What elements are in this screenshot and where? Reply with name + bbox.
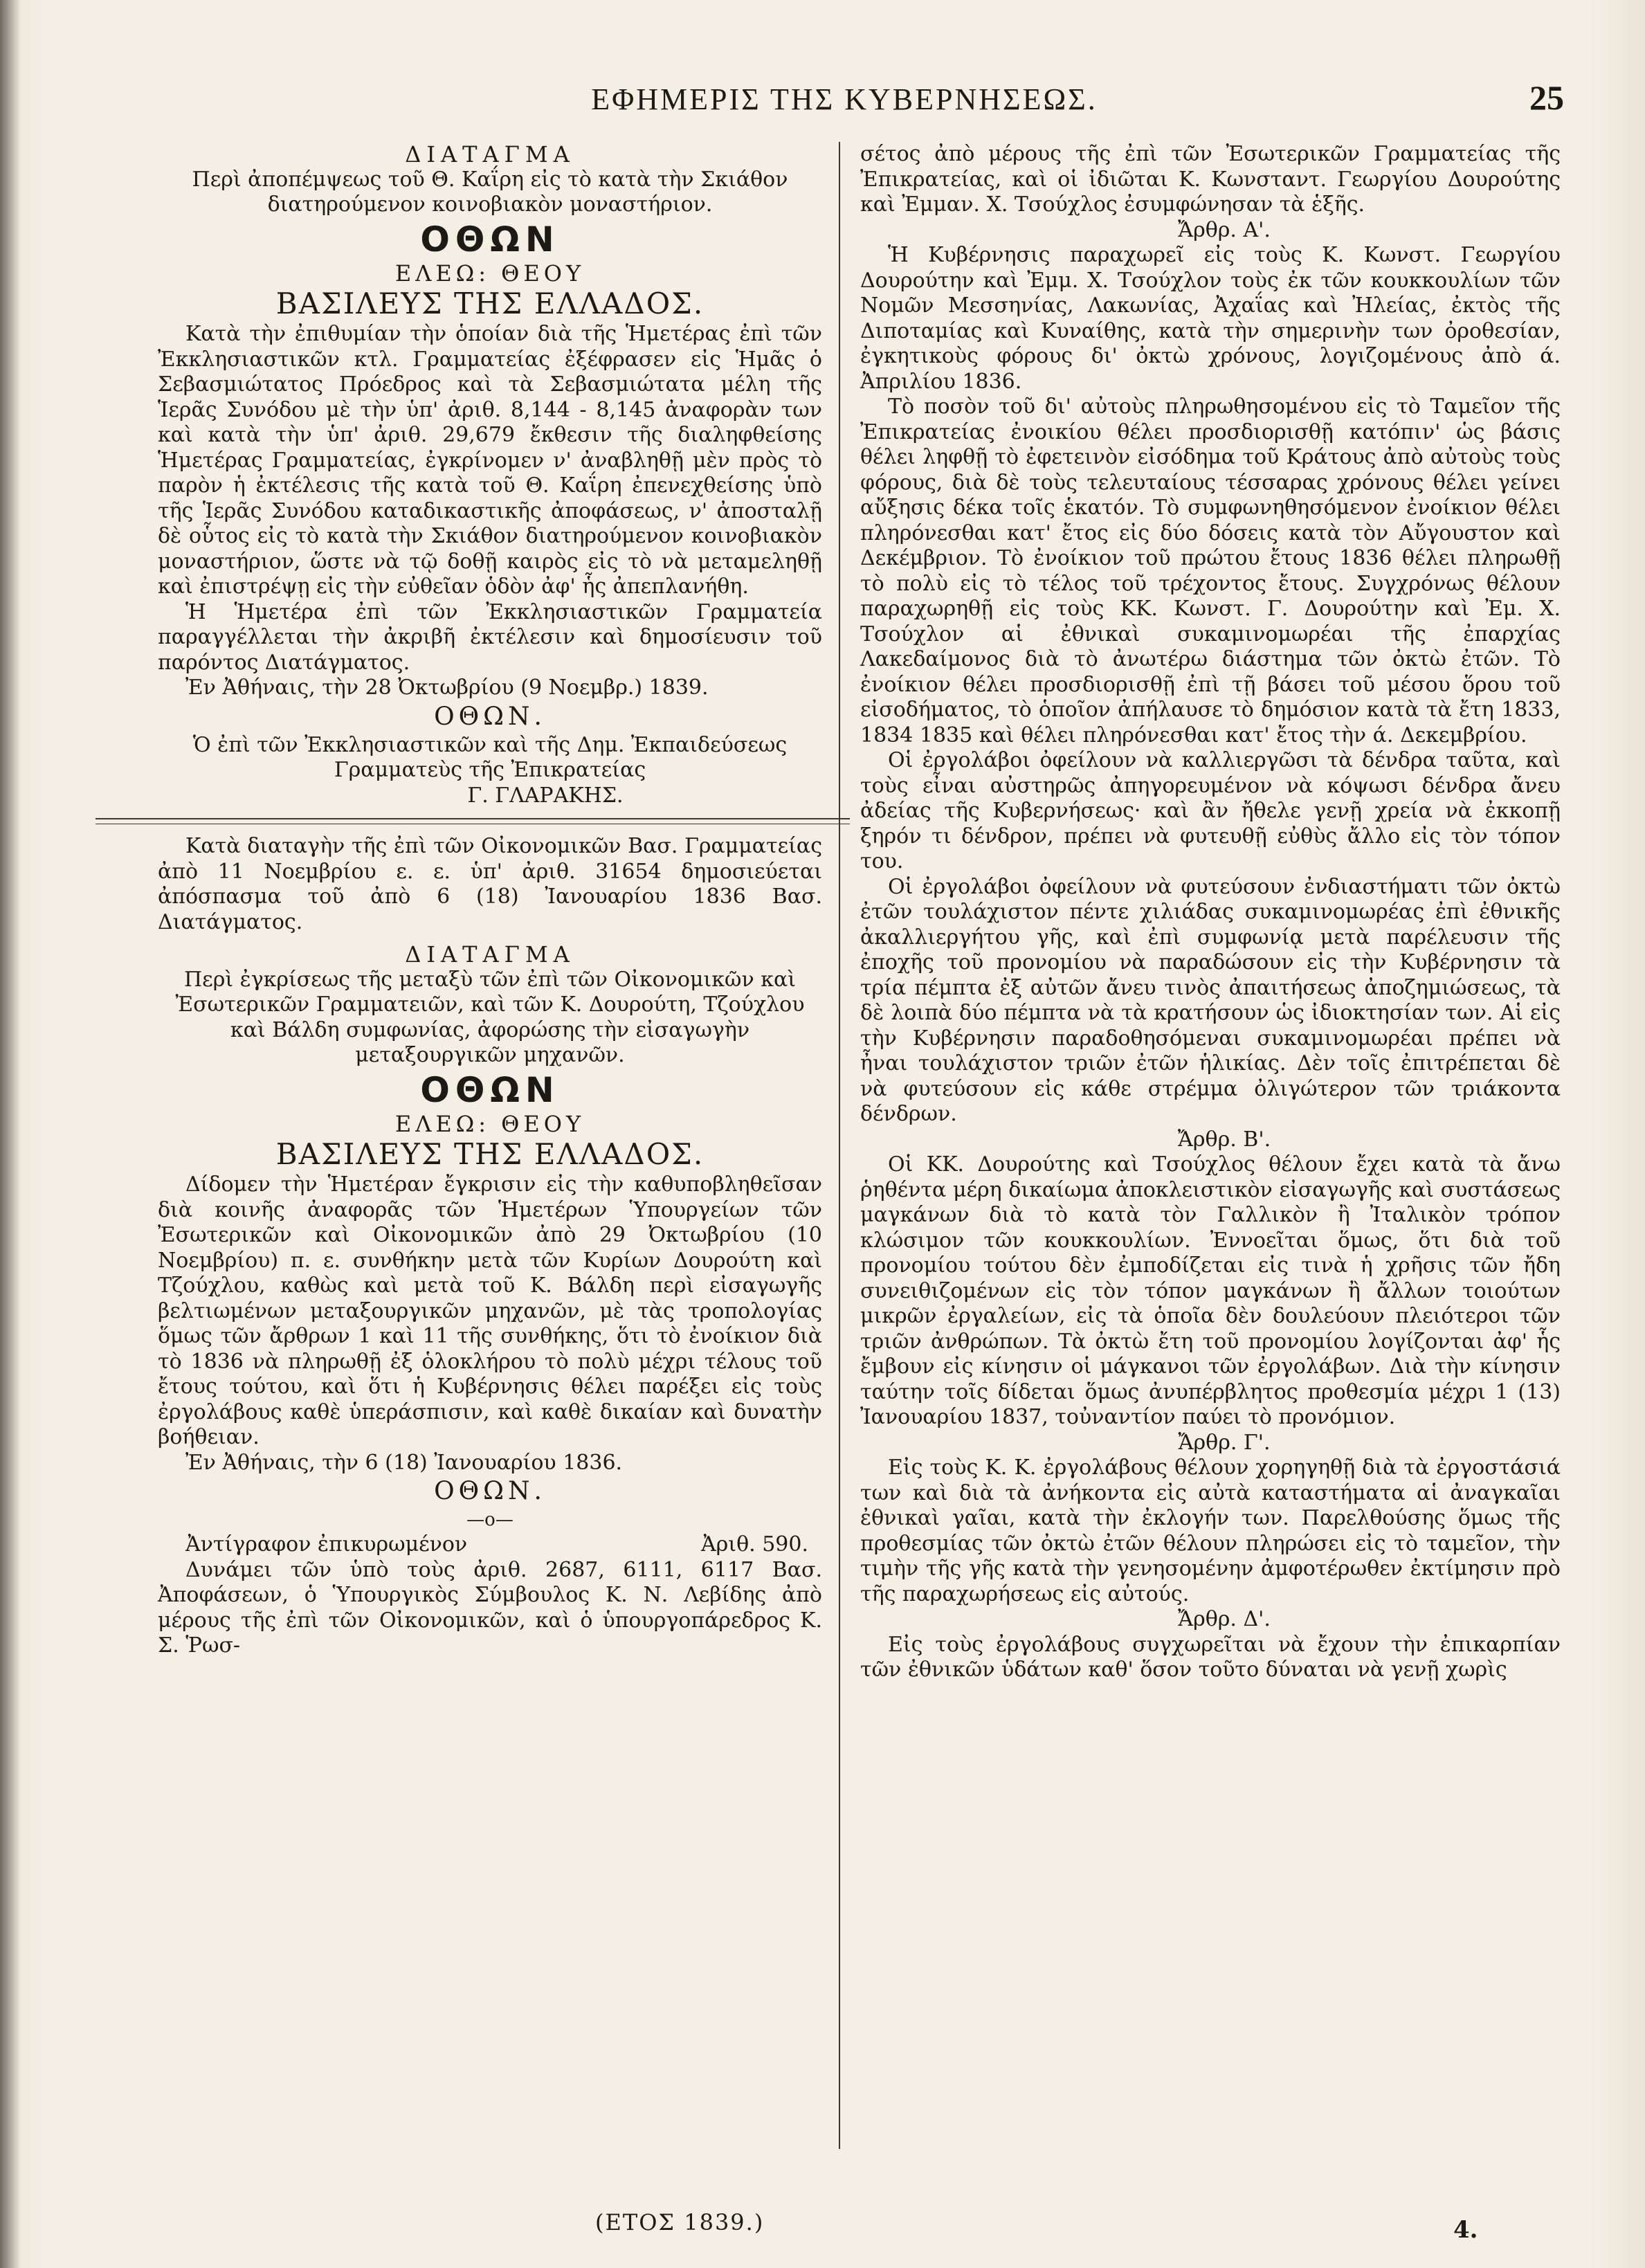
article-1-grant: Ἡ Κυβέρνησις παραχωρεῖ εἰς τοὺς Κ. Κωνστ. Γεωργίου Δουρούτην καὶ Ἐμμ. Χ. Τσούχλον τοὺς ἐκ τῶν κουκκουλίων τῶν Νομῶν Μεσσηνίας, Λακωνίας, Ἀχαΐας καὶ Ἠλείας, ἐκτὸς τῆς Διποταμίας καὶ Κυναίθης, κατὰ τὴν σημερινὴν των ὀροθεσίαν, ἐγκητικοὺς φόρους δι' ὀκτὼ χρόνους, λογιζομένους ἀπὸ ά. Ἀπριλίου 1836. xyxy=(860,243,1561,394)
binding-gutter xyxy=(0,0,19,2268)
decree-1-grace-line: ΕΛΕΩ: ΘΕΟΥ xyxy=(394,260,585,287)
contract-preamble: Δυνάμει τῶν ὑπὸ τοὺς ἀριθ. 2687, 6111, 6117 Βασ. Ἀποφάσεων, ὁ Ὑπουργικὸς Σύμβουλος Κ. Ν. Λεβίδης ἀπὸ μέρους τῆς ἐπὶ τῶν Οἰκονομικῶν, καὶ ὁ ὑπουργοπάρεδρος Κ. Σ. Ῥωσ- xyxy=(158,1557,822,1658)
contract-parties: σέτος ἀπὸ μέρους τῆς ἐπὶ τῶν Ἐσωτερικῶν Γραμματείας τῆς Ἐπικρατείας, καὶ οἱ ἰδιῶται Κ. Κωνσταντ. Γεωργίου Δουρούτης καὶ Ἐμμαν. Χ. Τσούχλος ἐσυμφώνησαν τὰ ἑξῆς. xyxy=(860,142,1561,217)
copy-line xyxy=(158,1532,822,1558)
decree-1-date: Ἐν Ἀθήναις, τὴν 28 Ὀκτωβρίου (9 Νοεμβρ.) 1839. xyxy=(185,675,709,700)
article-1-rent: Τὸ ποσὸν τοῦ δι' αὐτοὺς πληρωθησομένου εἰς τὸ Ταμεῖον τῆς Ἐπικρατείας ἐνοικίου θέλει προσδιορισθῇ κατόπιν' ὡς βάσις θέλει ληφθῇ τὸ ἐφετεινὸν εἰσόδημα τοῦ Κράτους ἀπὸ αὐτοὺς τοὺς φόρους, διὰ δὲ τοὺς τελευταίους τέσσαρας χρόνους θέλει γείνει αὔξησις δέκα τοῖς ἑκατόν. Τὸ συμφωνηθησόμενον ἐνοίκιον θέλει πληρόνεσθαι κατ' ἔτος εἰς δύο δόσεις κατὰ τὸν Αὔγουστον καὶ Δεκέμβριον. Τὸ ἐνοίκιον τοῦ πρώτου ἔτους 1836 θέλει πληρωθῇ τὸ πολὺ εἰς τὸ τέλος τοῦ τρέχοντος ἔτους. Συγχρόνως θέλουν παραχωρηθῇ εἰς τοὺς ΚΚ. Κωνστ. Γ. Δουρούτην καὶ Ἐμ. Χ. Τσούχλον αἱ ἐθνικαὶ συκαμινομωρέαι τῆς ἐπαρχίας Λακεδαίμονος διὰ τὸ ἀνωτέρω διάστημα τῶν ὀκτὼ ἐτῶν. Τὸ ἐνοίκιον θέλει προσδιορισθῇ ἐπὶ τῇ βάσει τοῦ μέσου ὅρου τοῦ εἰσοδήματος, τὸ ὁποῖον ἀπήλαυσε τὸ δημόσιον κατὰ τὰ ἔτη 1833, 1834 1835 καὶ θέλει πληρόνεσθαι κατ' ἔτος τὴν ά. Δεκεμβρίου. xyxy=(860,394,1561,747)
decree-1-body: Κατὰ τὴν ἐπιθυμίαν τὴν ὁποίαν διὰ τῆς Ἡμετέρας ἐπὶ τῶν Ἐκκλησιαστικῶν κτλ. Γραμματείας ἐξέφρασεν εἰς Ἡμᾶς ὁ Σεβασμιώτατος Πρόεδρος καὶ τὰ Σεβασμιώτατα μέλη τῆς Ἱερᾶς Συνόδου μὲ τὴν ὑπ' ἀριθ. 8,144 - 8,145 ἀναφορὰν των καὶ κατὰ τὴν ὑπ' ἀριθ. 29,679 ἔκθεσιν τῆς διαληφθείσης Ἡμετέρας Γραμματείας, ἐγκρίνομεν ν' ἀναβληθῇ μὲν πρὸς τὸ παρὸν ἡ ἐκτέλεσις τῆς κατὰ τοῦ Θ. Καΐρη ἐπενεχθείσης ὑπὸ τῆς Ἱερᾶς Συνόδου καταδικαστικῆς ἀποφάσεως, ν' ἀποσταλῇ δὲ οὗτος εἰς τὸ κατὰ τὴν Σκιάθον διατηρούμενον κοινοβιακὸν μοναστήριον, ὥστε νὰ τῷ δοθῇ καιρὸς εἰς τὸ νὰ μεταμεληθῇ καὶ ἐπιστρέψῃ εἰς τὴν εὐθεῖαν ὁδὸν ἀφ' ἧς ἀπεπλανήθη. xyxy=(158,322,822,599)
article-1-heading: Ἄρθρ. Α'. xyxy=(1178,217,1271,242)
decree-2-grace-line: ΕΛΕΩ: ΘΕΟΥ xyxy=(394,1110,585,1137)
decree-2-subject: Περὶ ἐγκρίσεως τῆς μεταξὺ τῶν ἐπὶ τῶν Οἰκονομικῶν καὶ Ἐσωτερικῶν Γραμματειῶν, καὶ τῶν Κ. Δουρούτη, Τζούχλου καὶ Βάλδη συμφωνίας, ἀφορώσης τὴν εἰσαγωγὴν μεταξουργικῶν μηχανῶν. xyxy=(175,967,805,1067)
article-3-heading: Ἄρθρ. Γ'. xyxy=(1178,1430,1271,1455)
article-4-heading: Ἄρθρ. Δ'. xyxy=(1178,1607,1271,1631)
decree-2-date: Ἐν Ἀθήναις, τὴν 6 (18) Ἰανουαρίου 1836. xyxy=(185,1450,623,1475)
article-2-heading: Ἄρθρ. Β'. xyxy=(1177,1127,1271,1152)
article-2-body: Οἱ ΚΚ. Δουρούτης καὶ Τσούχλος θέλουν ἔχει κατὰ τὰ ἄνω ῥηθέντα μέρη δικαίωμα ἀποκλειστικὸν εἰσαγωγῆς καὶ συστάσεως μαγκάνων διὰ τὸ κατὰ τὸν Γαλλικὸν ἢ Ἰταλικὸν τρόπον κλώσιμον τῶν κουκκουλίων. Ἐννοεῖται ὅμως, ὅτι διὰ τοῦ προνομίου τούτου δὲν ἐμποδίζεται εἰς τινὰ ἡ χρῆσις τῶν ἤδη συνειθιζομένων εἰς τὸν τόπον μαγκάνων ἢ ἄλλων τοιούτων μικρῶν ἐργαλείων, εἰς τὰ ὁποῖα δὲν δουλεύουν πλειότεροι τῶν τριῶν ἀνθρώπων. Τὰ ὀκτὼ ἔτη τοῦ προνομίου λογίζονται ἀφ' ἧς ἔμβουν εἰς κίνησιν οἱ μάγκανοι τῶν ἐργολάβων. Διὰ τὴν κίνησιν ταύτην τοῖς δίδεται ὅμως ἀνυπέρβλητος προθεσμία μέχρι 1 (13) Ἰανουαρίου 1837, τοὐναντίον παύει τὸ προνόμιον. xyxy=(860,1152,1561,1429)
decree-2-body: Δίδομεν τὴν Ἡμετέραν ἔγκρισιν εἰς τὴν καθυποβληθεῖσαν διὰ κοινῆς ἀναφορᾶς τῶν Ἡμετέρων Ὑπουργείων τῶν Ἐσωτερικῶν καὶ Οἰκονομικῶν ἀπὸ 29 Ὀκτωβρίου (10 Νοεμβρίου) π. ε. συνθήκην μετὰ τῶν Κυρίων Δουρούτη καὶ Τζούχλου, καθὼς καὶ μετὰ τοῦ Κ. Βάλδη περὶ εἰσαγωγῆς βελτιωμένων μεταξουργικῶν μηχανῶν, μὲ τὰς τροπολογίας ὅμως τῶν ἄρθρων 1 καὶ 11 τῆς συνθήκης, ὅτι τὸ ἐνοίκιον διὰ τὸ 1836 νὰ πληρωθῇ ἐξ ὁλοκλήρου τὸ πολὺ μέχρι τέλους τοῦ ἔτους τούτου, καὶ ὅτι ἡ Κυβέρνησις θέλει παρέξει εἰς τοὺς ἐργολάβους καθὲ ὑπεράσπισιν, καὶ καθὲ δικαίαν καὶ δυνατὴν βοήθειαν. xyxy=(158,1172,822,1449)
article-1-cultivation: Οἱ ἐργολάβοι ὀφείλουν νὰ καλλιεργῶσι τὰ δένδρα ταῦτα, καὶ τοὺς εἶναι αὐστηρῶς ἀπηγορευμένον νὰ κόψωσι δένδρα ἄνευ ἀδείας τῆς Κυβερνήσεως· καὶ ἂν ἤθελε γενῇ χρεία νὰ ἐκκοπῇ ξηρόν τι δένδρον, πρέπει νὰ φυτευθῇ εὐθὺς ἄλλο εἰς τὸν τόπον του. xyxy=(860,748,1561,873)
sheet-signature-mark: 4. xyxy=(1453,2216,1478,2244)
left-column xyxy=(158,142,822,1659)
decree-1-execution: Ἡ Ἡμετέρα ἐπὶ τῶν Ἐκκλησιαστικῶν Γραμματεία παραγγέλλεται τὴν ἀκριβῆ ἐκτέλεσιν καὶ δημοσίευσιν τοῦ παρόντος Διατάγματος. xyxy=(158,599,822,675)
article-3-body: Εἰς τοὺς Κ. Κ. ἐργολάβους θέλουν χορηγηθῇ διὰ τὰ ἐργοστάσιά των καὶ διὰ τὰ ἀνήκοντα εἰς αὐτὰ καταστήματα αἱ ἀναγκαῖαι ἐθνικαὶ γαῖαι, κατὰ τὴν ἐκλογήν των. Παρελθούσης ὅμως τῆς προθεσμίας τῶν ὀκτὼ ἐτῶν θέλουν πληρώσει εἰς τὸ ταμεῖον, τὴν τιμὴν τῆς γῆς κατὰ τὴν γενησομένην ἀμφοτέρωθεν ἐκτίμησιν πρὸ τῆς παραχωρήσεως εἰς αὐτούς. xyxy=(860,1455,1561,1606)
decree-2-heading: ΔΙΑΤΑΓΜΑ xyxy=(405,941,575,968)
decree-1-heading: ΔΙΑΤΑΓΜΑ xyxy=(405,141,575,167)
order-notice: Κατὰ διαταγὴν τῆς ἐπὶ τῶν Οἰκονομικῶν Βασ. Γραμματείας ἀπὸ 11 Νοεμβρίου ε. ε. ὑπ' ἀριθ. 31654 δημοσιεύεται ἀπόσπασμα τοῦ ἀπὸ 6 (18) Ἰανουαρίου 1836 Βασ. Διατάγματος. xyxy=(158,834,822,934)
gazette-title: ΕΦΗΜΕΡΙΣ ΤΗΣ ΚΥΒΕΡΝΗΣΕΩΣ. xyxy=(591,82,1098,116)
right-column xyxy=(860,142,1561,1683)
decree-2-king-name: ΟΘΩΝ xyxy=(420,1069,560,1110)
running-head xyxy=(125,78,1564,123)
page-number: 25 xyxy=(1529,78,1564,117)
section-separator: —o— xyxy=(466,1509,514,1530)
decree-1-minister-name: Γ. ΓΛΑΡΑΚΗΣ. xyxy=(467,783,624,808)
decree-2-signature: ΟΘΩΝ. xyxy=(434,1477,546,1505)
decree-2-king-title: ΒΑΣΙΛΕΥΣ ΤΗΣ ΕΛΛΑΔΟΣ. xyxy=(275,1137,705,1171)
decree-1-king-title: ΒΑΣΙΛΕΥΣ ΤΗΣ ΕΛΛΑΔΟΣ. xyxy=(275,287,705,320)
copy-number: Ἀριθ. 590. xyxy=(701,1532,808,1557)
decree-1-minister-title: Ὁ ἐπὶ τῶν Ἐκκλησιαστικῶν καὶ τῆς Δημ. Ἐκπαιδεύσεως Γραμματεὺς τῆς Ἐπικρατείας xyxy=(192,732,788,782)
decree-1-signature: ΟΘΩΝ. xyxy=(434,702,546,731)
section-rule xyxy=(96,818,850,824)
article-1-planting: Οἱ ἐργολάβοι ὀφείλουν νὰ φυτεύσουν ἐνδιαστήματι τῶν ὀκτὼ ἐτῶν τουλάχιστον πέντε χιλιάδας συκαμινομωρέας ἐπὶ ἐθνικῆς ἀκαλλιεργήτου γῆς, καὶ ἐπὶ συμφωνίᾳ μετὰ παρέλευσιν τῆς ἐποχῆς τοῦ προνομίου νὰ παραδώσουν εἰς τὴν Κυβέρνησιν τὰ τρία πέμπτα ἐξ αὐτῶν ἄνευ τινὸς ἀπαιτήσεως ἀποζημιώσεως, τὰ δὲ λοιπὰ δύο πέμπτα νὰ τὰ κρατήσουν ὡς ἰδιοκτησίαν των. Αἱ εἰς τὴν Κυβέρνησιν παραδοθησόμεναι συκαμινομωρέαι πρέπει νὰ ἦναι τουλάχιστον τριῶν ἐτῶν ἡλικίας. Δὲν τοῖς ἐπιτρέπεται δὲ νὰ φυτεύσουν εἰς κάθε στρέμμα ὀλιγώτερον τῶν τριάκοντα δένδρων. xyxy=(860,874,1561,1126)
copy-label: Ἀντίγραφον ἐπικυρωμένον xyxy=(185,1532,468,1557)
decree-1-king-name: ΟΘΩΝ xyxy=(420,219,560,260)
article-4-body: Εἰς τοὺς ἐργολάβους συγχωρεῖται νὰ ἔχουν τὴν ἐπικαρπίαν τῶν ἐθνικῶν ὑδάτων καθ' ὅσον τοῦτο δύναται νὰ γενῇ χωρὶς xyxy=(860,1632,1561,1682)
footer-year: (ΕΤΟΣ 1839.) xyxy=(595,2209,765,2235)
column-rule xyxy=(839,142,840,2149)
decree-1-subject: Περὶ ἀποπέμψεως τοῦ Θ. Καΐρη εἰς τὸ κατὰ τὴν Σκιάθον διατηρούμενον κοινοβιακὸν μοναστήριον. xyxy=(192,167,788,217)
